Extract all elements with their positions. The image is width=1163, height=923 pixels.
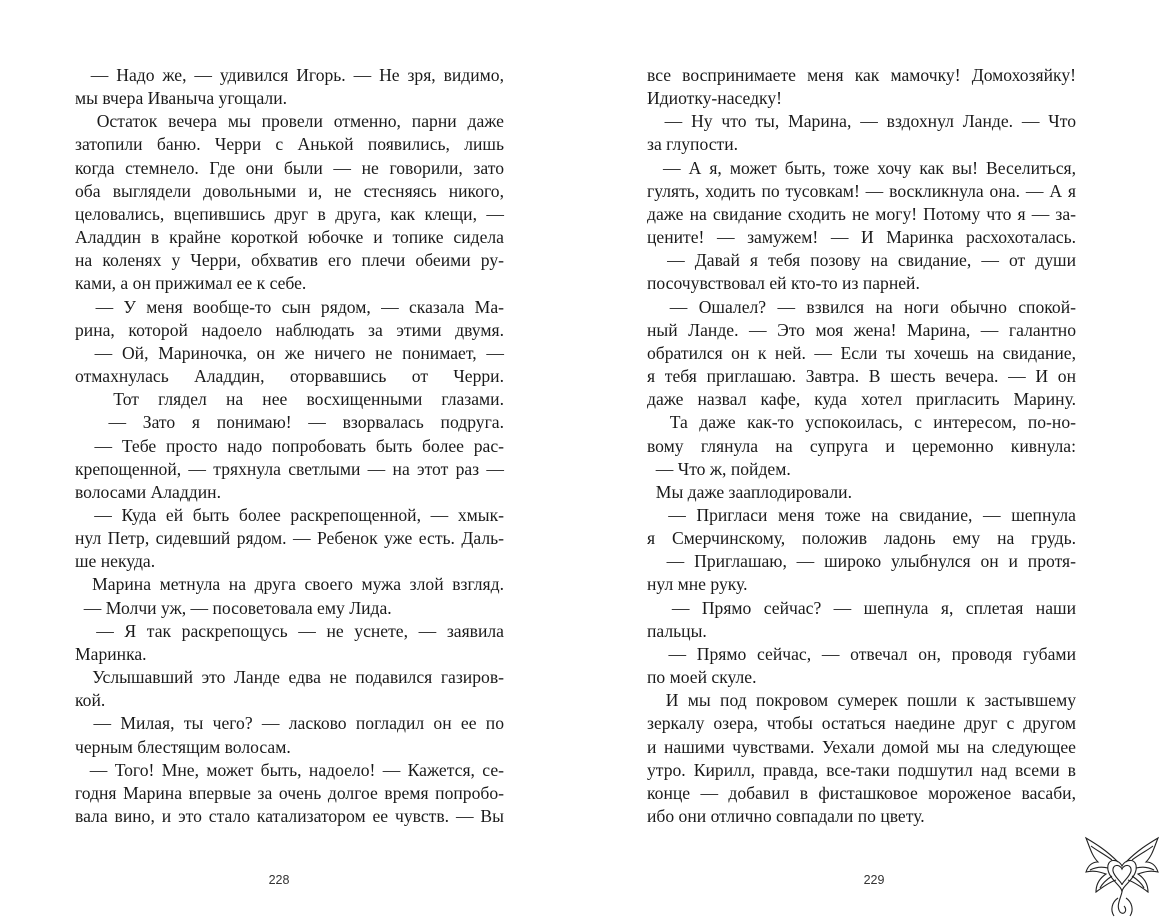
left-page-text-line: — Куда ей быть более раскрепощенной, — хмык-	[75, 504, 504, 525]
left-page-text-line: — Молчи уж, — посоветовала ему Лида.	[75, 597, 392, 618]
left-page-text-line: когда стемнело. Где они были — не говорили, зато	[75, 157, 504, 178]
right-page-text-line: ибо они отлично совпадали по цвету.	[647, 806, 925, 826]
left-page-text-line: рина, которой надоело наблюдать за этими двумя.	[75, 319, 504, 340]
right-page-text-line: цените! — замужем! — И Маринка расхохоталась.	[647, 227, 1076, 248]
left-page-text-line: — Я так раскрепощусь — не уснете, — заявила	[75, 620, 504, 641]
left-page-text-line: затопили баню. Черри с Анькой появились, лишь	[75, 134, 504, 155]
right-page-text-line: зеркалу озера, чтобы остаться наедине друг с другом	[647, 713, 1076, 734]
right-page-text-line: — А я, может быть, тоже хочу как вы! Веселиться,	[647, 157, 1076, 178]
right-page-text-line: Та даже как-то успокоилась, с интересом, по-но-	[647, 412, 1076, 433]
right-page-text-line: я Смерчинскому, положив ладонь ему на грудь.	[647, 528, 1076, 549]
left-page-text-line: волосами Аладдин.	[75, 481, 221, 502]
right-page-text-line: ный Ланде. — Это моя жена! Марина, — галантно	[647, 319, 1076, 340]
left-page-text-line: мы вчера Иваныча угощали.	[75, 88, 288, 109]
left-page-text-line: Маринка.	[75, 643, 147, 664]
left-page-text-line: — У меня вообще-то сын рядом, — сказала Ма-	[75, 296, 504, 317]
right-page-text-line: конце — добавил в фисташковое мороженое васаби,	[647, 782, 1076, 803]
right-page-text-line: И мы под покровом сумерек пошли к застывшему	[647, 690, 1076, 711]
right-page-text-line: — Ошалел? — взвился на ноги обычно спокой-	[647, 296, 1076, 317]
left-page-text-line: оба выглядели довольными и, не стесняясь никого,	[75, 180, 504, 201]
right-page	[647, 64, 1076, 828]
left-page-text-line: — Тебе просто надо попробовать быть более рас-	[75, 435, 504, 456]
right-page-text-line: за глупости.	[647, 134, 739, 155]
left-page-text-line: — Надо же, — удивился Игорь. — Не зря, видимо,	[75, 65, 504, 85]
right-page-text-line: — Что ж, пойдем.	[647, 458, 791, 479]
left-page-text-line: — Зато я понимаю! — взорвалась подруга.	[75, 412, 504, 433]
page-number-right: 229	[863, 873, 885, 887]
right-page-text-line: Идиотку-наседку!	[647, 88, 783, 109]
right-page-text-line: гулять, ходить по тусовкам! — воскликнула она. — А я	[647, 180, 1076, 201]
left-page-text-line: Тот глядел на нее восхищенными глазами.	[75, 389, 504, 410]
right-page-text-line: даже на свидание сходить не могу! Потому что я — за-	[647, 203, 1076, 224]
winged-heart-icon	[1082, 822, 1160, 920]
right-page-text-line: пальцы.	[647, 620, 707, 641]
right-page-text-line: — Приглашаю, — широко улыбнулся он и протя-	[647, 551, 1076, 572]
right-page-text-line: я тебя приглашаю. Завтра. В шесть вечера. — И он	[647, 366, 1076, 387]
left-page-text-line: — Милая, ты чего? — ласково погладил он ее по	[75, 713, 504, 734]
right-page-text-line: — Пригласи меня тоже на свидание, — шепнула	[647, 504, 1076, 525]
left-page-text-line: — Ой, Мариночка, он же ничего не понимает, —	[75, 342, 504, 363]
left-page-text-line: Аладдин в крайне короткой юбочке и топике сидела	[75, 227, 504, 248]
right-page-text-line: Мы даже зааплодировали.	[647, 481, 852, 502]
right-page-text-line: — Прямо сейчас? — шепнула я, сплетая наши	[647, 597, 1076, 618]
right-page-text-line: — Давай я тебя позову на свидание, — от души	[647, 250, 1076, 271]
left-page-text-line: кой.	[75, 690, 106, 711]
left-page-text-line: Марина метнула на друга своего мужа злой взгляд.	[75, 574, 504, 595]
left-page	[75, 64, 504, 828]
right-page-text-line: нул мне руку.	[647, 574, 748, 595]
left-page-text-line: годня Марина впервые за очень долгое время попробо-	[75, 782, 504, 803]
page-number-left: 228	[268, 873, 290, 887]
left-page-text-line: — Того! Мне, может быть, надоело! — Кажется, се-	[75, 759, 504, 780]
left-page-text-line: нул Петр, сидевший рядом. — Ребенок уже есть. Даль-	[75, 528, 504, 549]
left-page-text-line: крепощенной, — тряхнула светлыми — на этот раз —	[75, 458, 504, 479]
right-page-text-line: утро. Кирилл, правда, все-таки подшутил над всеми в	[647, 759, 1076, 780]
left-page-text-line: ками, а он прижимал ее к себе.	[75, 273, 307, 294]
right-page-text-line: вому глянула на супруга и церемонно кивнула:	[647, 435, 1076, 456]
left-page-text-line: Остаток вечера мы провели отменно, парни даже	[75, 111, 504, 132]
left-page-text-line: на коленях у Черри, обхватив его плечи обеими ру-	[75, 250, 504, 271]
right-page-text-line: все воспринимаете меня как мамочку! Домохозяйку!	[647, 65, 1076, 85]
right-page-text-line: и нашими чувствами. Уехали домой мы на следующее	[647, 736, 1076, 757]
right-page-text-line: по моей скуле.	[647, 667, 757, 688]
left-page-text-line: целовались, вцепившись друг в друга, как клещи, —	[75, 203, 504, 224]
right-page-text-line: обратился он к ней. — Если ты хочешь на свидание,	[647, 342, 1076, 363]
right-page-text-line: — Прямо сейчас, — отвечал он, проводя губами	[647, 643, 1076, 664]
left-page-text-line: ше некуда.	[75, 551, 156, 572]
right-page-text-line: — Ну что ты, Марина, — вздохнул Ланде. — Что	[647, 111, 1076, 132]
right-page-text-line: даже назвал кафе, куда хотел пригласить Марину.	[647, 389, 1076, 410]
left-page-text-line: отмахнулась Аладдин, оторвавшись от Черри.	[75, 366, 504, 387]
right-page-text-line: посочувствовал ей кто-то из парней.	[647, 273, 920, 294]
left-page-text-line: Услышавший это Ланде едва не подавился газиров-	[75, 667, 504, 688]
left-page-text-line: вала вино, и это стало катализатором ее чувств. — Вы	[75, 806, 504, 826]
left-page-text-line: черным блестящим волосам.	[75, 736, 291, 757]
